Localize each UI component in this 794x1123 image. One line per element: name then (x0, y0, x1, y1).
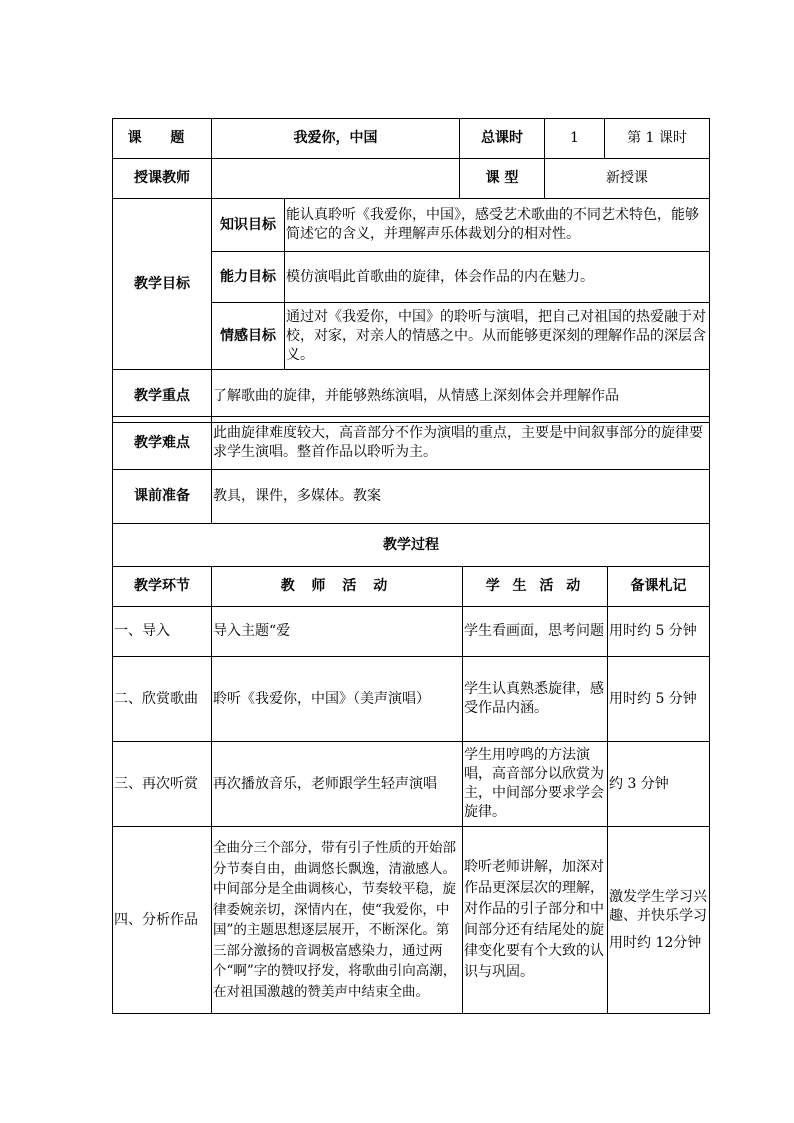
goal-text: 能认真聆听《我爱你，中国》，感受艺术歌曲的不同艺术特色，能够简述它的含义，并理解声乐体裁划分的相对性。 (285, 199, 710, 252)
stage-cell: 三、再次听赏 (113, 742, 212, 827)
student-activity-cell: 聆听老师讲解，加深对作品更深层次的理解，对作品的引子部分和中间部分还有结尾处的旋律变化要有个大致的认识与巩固。 (463, 827, 608, 1014)
topic-value: 我爱你，中国 (212, 119, 460, 159)
difficulties-text: 此曲旋律难度较大，高音部分不作为演唱的重点，主要是中间叙事部分的旋律要求学生演唱。整首作品以聆听为主。 (212, 417, 710, 470)
teacher-activity-cell: 聆听《我爱你，中国》（美声演唱） (212, 657, 463, 742)
difficulties-label: 教学难点 (113, 417, 212, 470)
notes-line: 用时约 12分钟 (609, 934, 702, 951)
process-row (113, 657, 710, 742)
teacher-activity-cell: 再次播放音乐，老师跟学生轻声演唱 (212, 742, 463, 827)
type-value: 新授课 (545, 159, 710, 199)
teacher-activity-cell: 导入主题“爱 (212, 607, 463, 657)
stage-cell: 四、分析作品 (113, 827, 212, 1014)
total-hours-value: 1 (545, 119, 605, 159)
goal-label: 知识目标 (212, 199, 285, 252)
notes-cell (608, 827, 710, 1014)
goal-label: 情感目标 (212, 303, 285, 370)
column-header-student: 学 生 活 动 (463, 567, 608, 607)
teacher-label: 授课教师 (113, 159, 212, 199)
teacher-value (212, 159, 460, 199)
student-activity-cell: 学生认真熟悉旋律，感受作品内涵。 (463, 657, 608, 742)
process-row (113, 607, 710, 657)
column-header-teacher: 教 师 活 动 (212, 567, 463, 607)
notes-cell: 用时约 5 分钟 (608, 607, 710, 657)
notes-line: 激发学生学习兴趣、并快乐学习 (609, 888, 707, 924)
lesson-info-table (112, 118, 710, 423)
lesson-number: 第 1 课时 (605, 119, 710, 159)
topic-label: 课 题 (113, 119, 212, 159)
goals-label: 教学目标 (113, 199, 212, 370)
process-row (113, 827, 710, 1014)
process-title: 教学过程 (113, 524, 710, 567)
notes-cell: 约 3 分钟 (608, 742, 710, 827)
teaching-process-table (112, 416, 710, 1014)
stage-cell: 一、导入 (113, 607, 212, 657)
stage-cell: 二、欣赏歌曲 (113, 657, 212, 742)
notes-cell: 用时约 5 分钟 (608, 657, 710, 742)
preparation-label: 课前准备 (113, 470, 212, 524)
student-activity-cell: 学生用哼鸣的方法演唱，高音部分以欣赏为主，中间部分要求学会旋律。 (463, 742, 608, 827)
goal-label: 能力目标 (212, 252, 285, 303)
preparation-text: 教具，课件，多媒体。教案 (212, 470, 710, 524)
column-header-stage: 教学环节 (113, 567, 212, 607)
key-points-text: 了解歌曲的旋律，并能够熟练演唱，从情感上深刻体会并理解作品 (212, 370, 710, 423)
column-header-notes: 备课札记 (608, 567, 710, 607)
total-hours-label: 总课时 (460, 119, 545, 159)
key-points-label: 教学重点 (113, 370, 212, 423)
goal-text: 模仿演唱此首歌曲的旋律，体会作品的内在魅力。 (285, 252, 710, 303)
teacher-activity-cell: 全曲分三个部分，带有引子性质的开始部分节奏自由，曲调悠长飘逸，清澈感人。中间部分是全曲调核心，节奏较平稳，旋律委婉亲切，深情内在，使“我爱你，中国”的主题思想逐层展开，不断深化。第三部分激扬的音调极富感染力，通过两个“啊”字的赞叹抒发，将歌曲引向高潮，在对祖国激越的赞美声中结束全曲。 (212, 827, 463, 1014)
type-label: 课 型 (460, 159, 545, 199)
process-row (113, 742, 710, 827)
goal-text: 通过对《我爱你，中国》的聆听与演唱，把自己对祖国的热爱融于对校，对家，对亲人的情感之中。从而能够更深刻的理解作品的深层含义。 (285, 303, 710, 370)
student-activity-cell: 学生看画面，思考问题 (463, 607, 608, 657)
